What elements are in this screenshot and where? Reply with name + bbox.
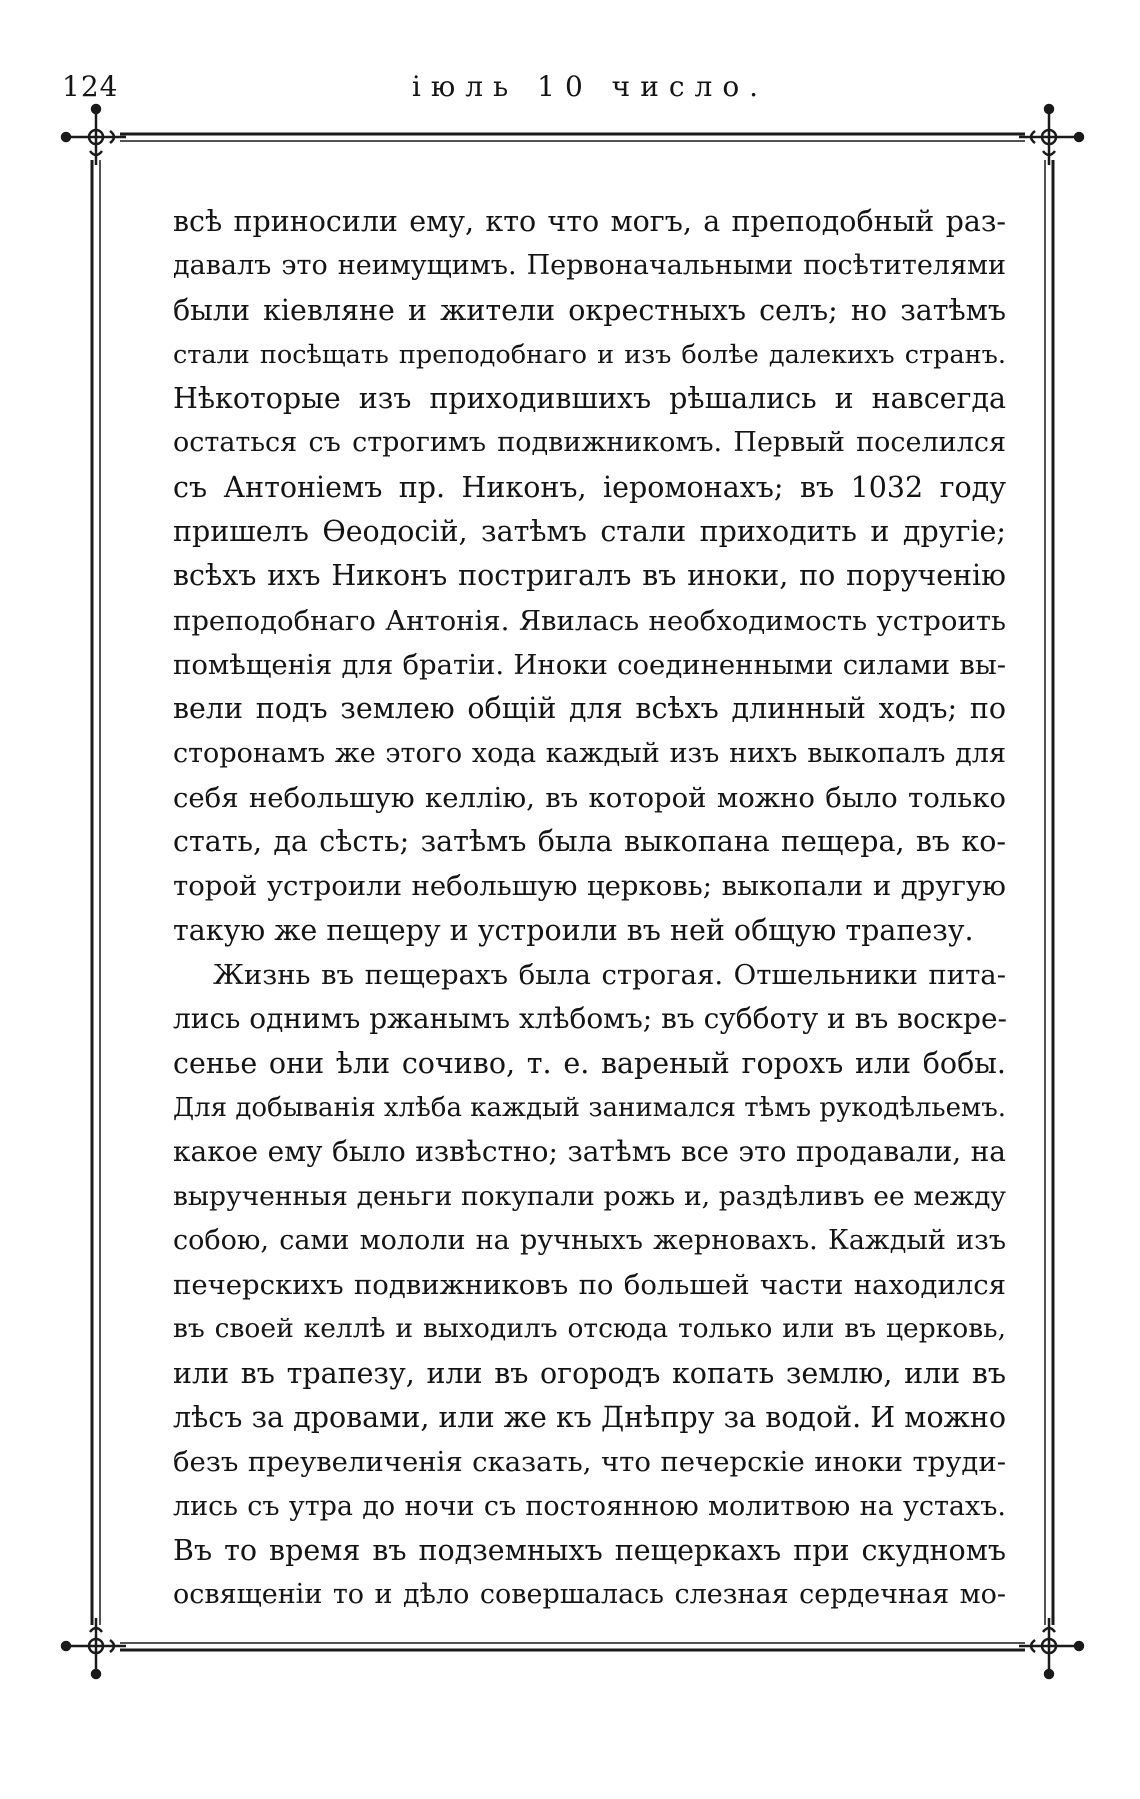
text-line: стали посѣщать преподобнаго и изъ болѣе далекихъ странъ. [173,339,1006,370]
text-line: Въ то время въ подземныхъ пещеркахъ при скудномъ [173,1533,1006,1567]
text-line: остаться съ строгимъ подвижникомъ. Первый поселился [173,427,1006,459]
text-line: собою, сами мололи на ручныхъ жерновахъ. Каждый изъ [173,1224,1006,1256]
text-line: печерскихъ подвижниковъ по большей части находился [173,1269,1006,1302]
text-line: были кіевляне и жители окрестныхъ селъ; но затѣмъ [173,293,1006,327]
paragraph-start-line: Жизнь въ пещерахъ была строгая. Отшельники пита- [213,959,1006,992]
text-line: какое ему было извѣстно; затѣмъ все это продавали, на [173,1135,1006,1169]
text-line: всѣхъ ихъ Никонъ постригалъ въ иноки, по порученію [173,559,1006,593]
text-line: преподобнаго Антонія. Явилась необходимость устроить [173,604,1006,637]
text-line: торой устроили небольшую церковь; выкопали и другую [173,870,1006,903]
text-line: лись съ утра до ночи съ постоянною молитвою на устахъ. [173,1490,1006,1522]
text-line: или въ трапезу, или въ огородъ копать землю, или въ [173,1356,1006,1390]
text-line: себя небольшую келлію, въ которой можно было только [173,781,1006,814]
corner-ornament-bottom-right-icon [1019,1618,1083,1678]
text-line: въ своей келлѣ и выходилъ отсюда только или въ церковь, [173,1313,1006,1345]
corner-ornament-top-right-icon [1019,105,1083,165]
running-title: іюль 10 число. [411,70,769,103]
text-line: съ Антоніемъ пр. Никонъ, іеромонахъ; въ 1032 году [173,470,1006,504]
text-line: такую же пещеру и устроили въ ней общую трапезу. [173,913,974,947]
page-number: 124 [62,70,119,103]
text-line: Нѣкоторые изъ приходившихъ рѣшались и навсегда [173,382,1006,416]
text-line: лись однимъ ржанымъ хлѣбомъ; въ субботу и въ воскре- [173,1002,1007,1036]
text-line: сенье они ѣли сочиво, т. е. вареный горохъ или бобы. [173,1046,1006,1080]
text-line: сторонамъ же этого хода каждый изъ нихъ выкопалъ для [173,737,1006,769]
text-line: освященіи то и дѣло совершалась слезная сердечная мо- [173,1579,1006,1611]
text-line: пришелъ Ѳеодосій, затѣмъ стали приходить и другіе; [173,515,1006,549]
corner-ornament-bottom-left-icon [62,1618,126,1678]
body-text [173,200,1006,1618]
text-line: стать, да сѣсть; затѣмъ была выкопана пещера, въ ко- [173,825,1006,859]
text-line: вели подъ землею общій для всѣхъ длинный ходъ; по [173,692,1006,726]
text-line: всѣ приносили ему, кто что могъ, а преподобный раз- [173,205,1006,238]
text-line: Для добыванія хлѣба каждый занимался тѣмъ рукодѣльемъ. [173,1092,1006,1123]
text-line: помѣщенія для братіи. Иноки соединенными силами вы- [173,648,1006,681]
text-line: вырученныя деньги покупали рожь и, раздѣливъ ее между [173,1180,1006,1212]
text-line: лѣсъ за дровами, или же къ Днѣпру за водой. И можно [173,1401,1006,1435]
text-line: давалъ это неимущимъ. Первоначальными посѣтителями [173,250,1006,282]
corner-ornament-top-left-icon [62,105,126,165]
text-line: безъ преувеличенія сказать, что печерскіе иноки труди- [173,1446,1006,1479]
